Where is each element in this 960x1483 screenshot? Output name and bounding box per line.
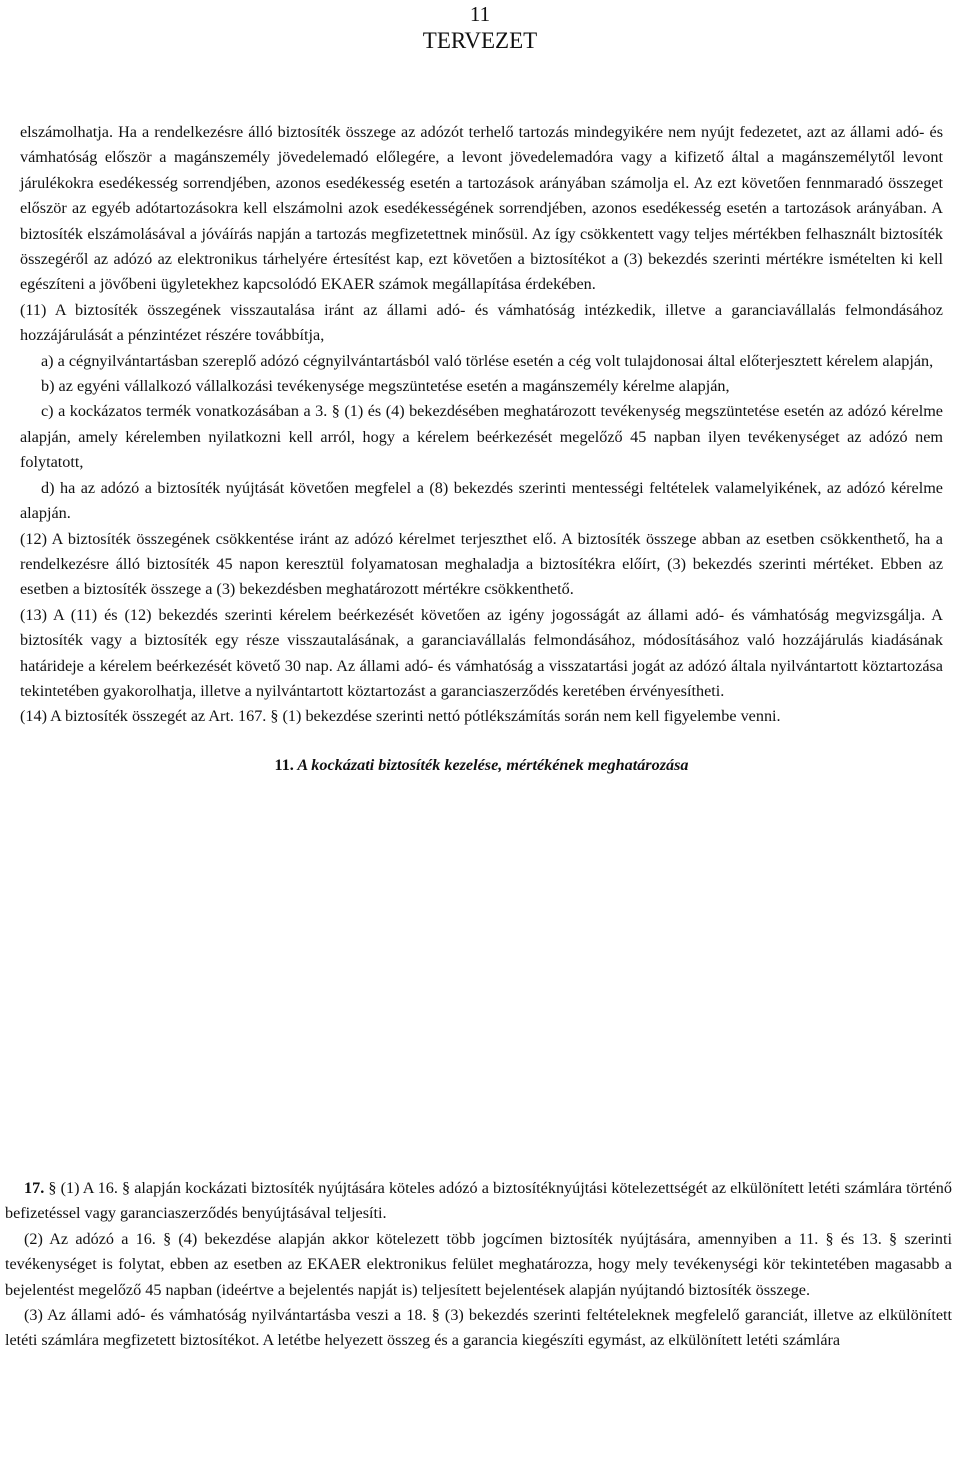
page-header: [0, 0, 960, 56]
section-17-paragraph-2: (2) Az adózó a 16. § (4) bekezdése alapján akkor kötelezett több jogcímen biztosíték nyújtására, amennyiben a 11. § és 13. § szerinti tevékenységet is folytat, ebben az esetben az EKAER elektronikus felület meghatározza, hogy mely tevékenységi kör tekintetében magasabb a bejelentést megelőző 45 napban (ideértve a bejelentés napját is) teljesített bejelentések alapján nyújtandó biztosíték összege.: [5, 1229, 952, 1299]
section-17-number: 17.: [24, 1179, 45, 1197]
point-d: d) ha az adózó a biztosíték nyújtását követően megfelel a (8) bekezdés szerinti mentességi feltételek valamelyikének, az adózó kérelme alapján.: [20, 478, 943, 523]
page-number: 11: [469, 2, 491, 26]
section-17: [5, 1176, 952, 1354]
section-17-paragraph-3: (3) Az állami adó- és vámhatóság nyilvántartásba veszi a 18. § (3) bekezdés szerinti feltételeknek megfelelő garanciát, illetve az elkülönített letéti számlára megfizetett biztosítékot. A letétbe helyezett összeg és a garancia kiegészíti egymást, az elkülönített letéti számlára: [5, 1306, 952, 1350]
paragraph-14: (14) A biztosíték összegét az Art. 167. § (1) bekezdése szerinti nettó pótlékszámítás során nem kell figyelembe venni.: [20, 707, 781, 726]
point-b: b) az egyéni vállalkozó vállalkozási tevékenysége megszüntetése esetén a magánszemély kérelme alapján,: [41, 377, 730, 396]
point-a: a) a cégnyilvántartásban szereplő adózó cégnyilvántartásból való törlése esetén a cég volt tulajdonosai által előterjesztett kérelem alapján,: [41, 351, 934, 370]
paragraph-continuation: elszámolhatja. Ha a rendelkezésre álló biztosíték összege az adózót terhelő tartozás mindegyikére nem nyújt fedezetet, azt az állami adó- és vámhatóság először a magánszemély jövedelemadó előlegére, a levont jövedelemadóra vagy a kifizető által a magánszemélytől levont járulékokra esedékesség sorrendjében, azonos esedékesség esetén a tartozások arányában számolja el. Az ezt követően fennmaradó összeget először az egyéb adótartozásokra kell elszámolni azok esedékességének sorrendjében, azonos esedékesség esetén a tartozások arányában. A biztosíték elszámolásával a jóváírás napján a tartozás megfizetettnek minősül. Az így csökkentett vagy teljes mértékben felhasznált biztosíték összegéről az adózó az elektronikus tárhelyére értesítést kap, ezt követően a biztosítékot a (3) bekezdés szerinti mértékre ismételten ki kell egészíteni a jövőbeni ügyletekhez kapcsolódó EKAER számok megállapítása érdekében.: [20, 123, 943, 294]
section-heading-number: 11.: [274, 755, 294, 774]
point-c: c) a kockázatos termék vonatkozásában a 3. § (1) és (4) bekezdésében meghatározott tevékenység megszüntetése esetén az adózó kérelme alapján, amely kérelemben nyilatkozni kell arról, hogy a kérelem beérkezését megelőző 45 napban ilyen tevékenységet az adózó nem folytatott,: [20, 402, 943, 472]
paragraph-13: (13) A (11) és (12) bekezdés szerinti kérelem beérkezését követően az igény jogosságát az állami adó- és vámhatóság megvizsgálja. A biztosíték vagy a biztosíték egy része visszautalásának, a garanciavállalás felmondásához, módosításához való hozzájárulás kiadásának határideje a kérelem beérkezését követő 30 nap. Az állami adó- és vámhatóság a visszatartási jogát az adózó általa nyilvántartott köztartozása tekintetében gyakorolhatja, illetve a nyilvántartott köztartozást a garanciaszerződés keretében érvényesítheti.: [20, 605, 943, 700]
section-heading-title: A kockázati biztosíték kezelése, mértékének meghatározása: [297, 755, 689, 774]
section-17-paragraph-1: [5, 1176, 952, 1227]
draft-label: TERVEZET: [422, 28, 538, 53]
section-heading: [20, 753, 943, 778]
paragraph-12: (12) A biztosíték összegének csökkentése iránt az adózó kérelmet terjeszthet elő. A biztosíték összege abban az esetben csökkenthető, ha a rendelkezésre álló biztosíték 45 napon keresztül folyamatosan meghaladja a biztosítékra előírt, (3) bekezdés szerinti mértéket. Ebben az esetben a biztosíték összege a (3) bekezdésben meghatározott mértékre csökkenthető.: [20, 529, 943, 599]
section-17-paragraph-1-text: § (1) A 16. § alapján kockázati biztosíték nyújtására köteles adózó a biztosítéknyújtási kötelezettségét az elkülönített letéti számlára történő befizetéssel vagy garanciaszerződés benyújtásával teljesíti.: [5, 1179, 952, 1223]
paragraph-11: (11) A biztosíték összegének visszautalása iránt az állami adó- és vámhatóság intézkedik, illetve a garanciavállalás felmondásához hozzájárulását a pénzintézet részére továbbítja,: [20, 300, 943, 345]
document-body: [20, 120, 943, 798]
